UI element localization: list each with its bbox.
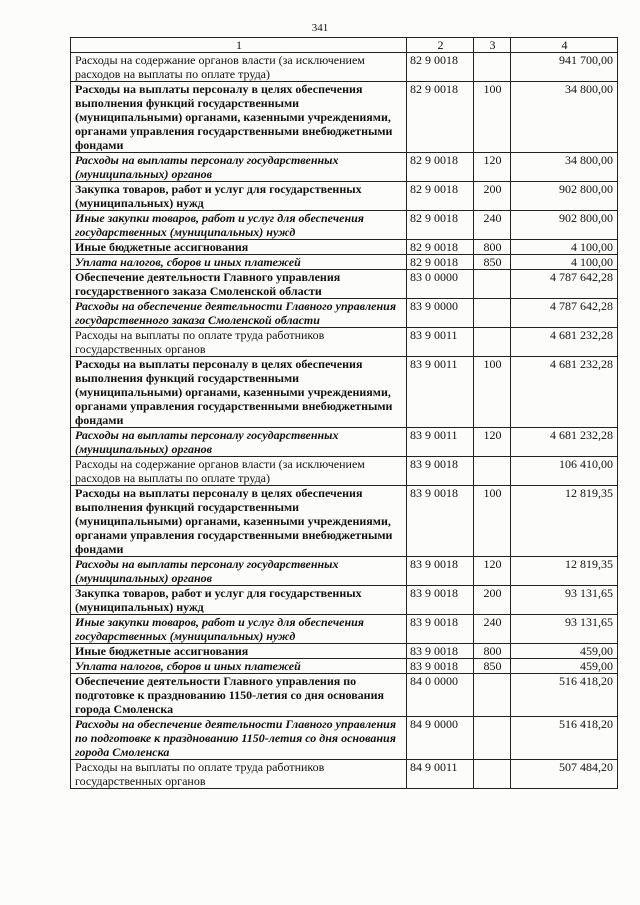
row-code-cell: 83 9 0011 — [407, 328, 474, 357]
row-name-cell: Обеспечение деятельности Главного управления по подготовке к празднованию 1150-летия со дня основания города Смоленска — [71, 674, 407, 717]
row-code-cell: 83 9 0018 — [407, 659, 474, 674]
row-amount-cell: 4 681 232,28 — [511, 357, 618, 428]
table-row — [71, 486, 618, 557]
table-row — [71, 717, 618, 760]
row-name-cell: Расходы на выплаты по оплате труда работников государственных органов — [71, 760, 407, 789]
row-name-cell: Иные закупки товаров, работ и услуг для обеспечения государственных (муниципальных) нужд — [71, 615, 407, 644]
row-name-cell: Расходы на выплаты по оплате труда работников государственных органов — [71, 328, 407, 357]
table-row — [71, 457, 618, 486]
row-type-cell — [474, 53, 511, 82]
row-code-cell: 83 9 0011 — [407, 357, 474, 428]
table-row — [71, 659, 618, 674]
table-row — [71, 240, 618, 255]
row-type-cell: 200 — [474, 182, 511, 211]
table-row — [71, 82, 618, 153]
row-name-cell: Расходы на выплаты персоналу в целях обеспечения выполнения функций государственными (муниципальными) органами, казенными учреждениями, органами управления государственными внебюджетными фондами — [71, 357, 407, 428]
table-row — [71, 328, 618, 357]
row-code-cell: 83 9 0018 — [407, 457, 474, 486]
table-row — [71, 270, 618, 299]
row-amount-cell: 902 800,00 — [511, 182, 618, 211]
page-number: 341 — [311, 22, 329, 34]
row-code-cell: 83 9 0018 — [407, 586, 474, 615]
row-amount-cell: 4 681 232,28 — [511, 428, 618, 457]
table-row — [71, 153, 618, 182]
row-type-cell: 100 — [474, 357, 511, 428]
row-name-cell: Расходы на содержание органов власти (за исключением расходов на выплаты по оплате труда) — [71, 457, 407, 486]
column-header-4: 4 — [511, 38, 618, 53]
row-type-cell — [474, 299, 511, 328]
row-amount-cell: 106 410,00 — [511, 457, 618, 486]
column-header-3: 3 — [474, 38, 511, 53]
row-type-cell: 120 — [474, 557, 511, 586]
row-amount-cell: 4 100,00 — [511, 240, 618, 255]
row-amount-cell: 516 418,20 — [511, 717, 618, 760]
row-amount-cell: 93 131,65 — [511, 586, 618, 615]
row-amount-cell: 4 787 642,28 — [511, 270, 618, 299]
row-code-cell: 82 9 0018 — [407, 255, 474, 270]
row-code-cell: 84 0 0000 — [407, 674, 474, 717]
row-name-cell: Расходы на обеспечение деятельности Главного управления государственного заказа Смоленской области — [71, 299, 407, 328]
row-type-cell — [474, 457, 511, 486]
row-amount-cell: 4 681 232,28 — [511, 328, 618, 357]
table-row — [71, 255, 618, 270]
row-type-cell: 800 — [474, 644, 511, 659]
row-name-cell: Расходы на выплаты персоналу государственных (муниципальных) органов — [71, 428, 407, 457]
budget-table — [70, 37, 618, 789]
row-code-cell: 84 9 0011 — [407, 760, 474, 789]
row-name-cell: Иные бюджетные ассигнования — [71, 240, 407, 255]
row-type-cell: 240 — [474, 211, 511, 240]
row-code-cell: 83 9 0018 — [407, 486, 474, 557]
row-name-cell: Иные бюджетные ассигнования — [71, 644, 407, 659]
table-row — [71, 182, 618, 211]
row-code-cell: 82 9 0018 — [407, 240, 474, 255]
table-row — [71, 586, 618, 615]
row-amount-cell: 34 800,00 — [511, 153, 618, 182]
row-amount-cell: 93 131,65 — [511, 615, 618, 644]
row-name-cell: Расходы на обеспечение деятельности Главного управления по подготовке к празднованию 1150-летия со дня основания города Смоленска — [71, 717, 407, 760]
row-type-cell: 850 — [474, 255, 511, 270]
table-row — [71, 557, 618, 586]
row-name-cell: Иные закупки товаров, работ и услуг для обеспечения государственных (муниципальных) нужд — [71, 211, 407, 240]
row-code-cell: 83 0 0000 — [407, 270, 474, 299]
row-code-cell: 83 9 0018 — [407, 644, 474, 659]
row-type-cell — [474, 717, 511, 760]
row-name-cell: Расходы на выплаты персоналу в целях обеспечения выполнения функций государственными (муниципальными) органами, казенными учреждениями, органами управления государственными внебюджетными фондами — [71, 82, 407, 153]
row-name-cell: Закупка товаров, работ и услуг для государственных (муниципальных) нужд — [71, 586, 407, 615]
row-name-cell: Обеспечение деятельности Главного управления государственного заказа Смоленской области — [71, 270, 407, 299]
row-name-cell: Расходы на выплаты персоналу государственных (муниципальных) органов — [71, 153, 407, 182]
row-code-cell: 83 9 0018 — [407, 615, 474, 644]
row-name-cell: Закупка товаров, работ и услуг для государственных (муниципальных) нужд — [71, 182, 407, 211]
row-name-cell: Расходы на выплаты персоналу государственных (муниципальных) органов — [71, 557, 407, 586]
table-row — [71, 211, 618, 240]
row-amount-cell: 459,00 — [511, 659, 618, 674]
row-amount-cell: 12 819,35 — [511, 557, 618, 586]
row-amount-cell: 12 819,35 — [511, 486, 618, 557]
row-type-cell: 850 — [474, 659, 511, 674]
row-amount-cell: 902 800,00 — [511, 211, 618, 240]
table-row — [71, 299, 618, 328]
row-code-cell: 82 9 0018 — [407, 153, 474, 182]
row-amount-cell: 34 800,00 — [511, 82, 618, 153]
row-code-cell: 83 9 0000 — [407, 299, 474, 328]
row-type-cell — [474, 760, 511, 789]
table-row — [71, 428, 618, 457]
row-name-cell: Уплата налогов, сборов и иных платежей — [71, 659, 407, 674]
row-type-cell: 200 — [474, 586, 511, 615]
header-row — [71, 38, 618, 53]
row-code-cell: 82 9 0018 — [407, 182, 474, 211]
row-type-cell — [474, 270, 511, 299]
row-code-cell: 83 9 0011 — [407, 428, 474, 457]
row-type-cell — [474, 328, 511, 357]
table-row — [71, 760, 618, 789]
row-amount-cell: 4 100,00 — [511, 255, 618, 270]
row-code-cell: 82 9 0018 — [407, 211, 474, 240]
row-type-cell: 240 — [474, 615, 511, 644]
row-type-cell — [474, 674, 511, 717]
table-row — [71, 644, 618, 659]
column-header-2: 2 — [407, 38, 474, 53]
row-amount-cell: 941 700,00 — [511, 53, 618, 82]
column-header-1: 1 — [71, 38, 407, 53]
row-amount-cell: 4 787 642,28 — [511, 299, 618, 328]
table-row — [71, 357, 618, 428]
row-type-cell: 100 — [474, 82, 511, 153]
table-row — [71, 615, 618, 644]
row-code-cell: 84 9 0000 — [407, 717, 474, 760]
row-type-cell: 100 — [474, 486, 511, 557]
row-name-cell: Расходы на выплаты персоналу в целях обеспечения выполнения функций государственными (муниципальными) органами, казенными учреждениями, органами управления государственными внебюджетными фондами — [71, 486, 407, 557]
row-amount-cell: 516 418,20 — [511, 674, 618, 717]
row-code-cell: 83 9 0018 — [407, 557, 474, 586]
row-name-cell: Уплата налогов, сборов и иных платежей — [71, 255, 407, 270]
row-amount-cell: 459,00 — [511, 644, 618, 659]
row-name-cell: Расходы на содержание органов власти (за исключением расходов на выплаты по оплате труда) — [71, 53, 407, 82]
row-type-cell: 120 — [474, 428, 511, 457]
row-code-cell: 82 9 0018 — [407, 53, 474, 82]
table-row — [71, 53, 618, 82]
row-type-cell: 120 — [474, 153, 511, 182]
row-code-cell: 82 9 0018 — [407, 82, 474, 153]
table-row — [71, 674, 618, 717]
row-type-cell: 800 — [474, 240, 511, 255]
row-amount-cell: 507 484,20 — [511, 760, 618, 789]
